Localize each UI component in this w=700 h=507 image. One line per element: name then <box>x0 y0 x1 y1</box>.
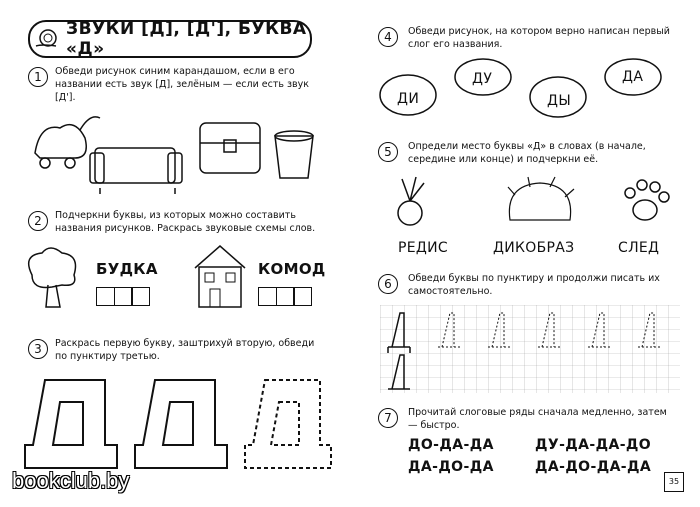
syllable-row-4: ДА-ДО-ДА-ДА <box>535 459 652 475</box>
word-redis: РЕДИС <box>398 240 448 256</box>
letter-d-outline-1[interactable] <box>25 380 117 468</box>
tree-icon <box>22 245 82 310</box>
paw-print-icon <box>625 180 669 220</box>
bucket-icon <box>275 131 313 178</box>
task-5-text: Определи место буквы «Д» в словах (в начале, середине или конце) и подчеркни её. <box>408 141 646 165</box>
task-2-number: 2 <box>28 211 48 231</box>
word-dikobraz: ДИКОБРАЗ <box>493 240 575 256</box>
title-banner <box>28 20 312 58</box>
page-number: 35 <box>664 472 684 492</box>
task-4-number: 4 <box>378 27 398 47</box>
sound-scheme-budka[interactable] <box>96 287 149 306</box>
task-3-text: Раскрась первую букву, заштрихуй вторую, обведи по пунктиру третью. <box>55 338 315 362</box>
task-7-number: 7 <box>378 408 398 428</box>
melon-label-di: ДИ <box>397 91 420 107</box>
watermark: bookclub.by <box>12 468 130 493</box>
radish-icon <box>398 177 424 225</box>
snail-icon <box>34 26 60 50</box>
treasure-chest-icon <box>200 123 260 173</box>
task-4-text: Обведи рисунок, на котором верно написан первый слог его названия. <box>408 26 670 50</box>
task-1-pictures <box>30 108 330 198</box>
house-icon <box>190 243 250 311</box>
letter-d-outline-3[interactable] <box>245 380 331 468</box>
letter-d-outline-2[interactable] <box>135 380 227 468</box>
letter-d-outlines <box>15 370 335 470</box>
syllable-row-1: ДО-ДА-ДА <box>408 437 494 453</box>
sofa-icon <box>90 148 182 194</box>
task-1-text: Обведи рисунок синим карандашом, если в его названии есть звук [Д], зелёным — если есть звук [Д']. <box>55 66 310 103</box>
task-7-text: Прочитай слоговые ряды сначала медленно, затем — быстро. <box>408 407 667 431</box>
word-sled: СЛЕД <box>618 240 660 256</box>
melon-pictures <box>378 55 678 125</box>
melon-label-da: ДА <box>622 69 644 85</box>
syllable-row-2: ДУ-ДА-ДА-ДО <box>535 437 652 453</box>
syllable-row-3: ДА-ДО-ДА <box>408 459 494 475</box>
task-6-number: 6 <box>378 274 398 294</box>
page-title: ЗВУКИ [Д], [Д'], БУКВА «Д» <box>66 19 307 59</box>
word-komod: КОМОД <box>258 260 326 278</box>
task-1-number: 1 <box>28 67 48 87</box>
task-5-pictures <box>390 175 680 230</box>
melon-label-du: ДУ <box>472 71 493 87</box>
task-6-text: Обведи буквы по пунктиру и продолжи писать их самостоятельно. <box>408 273 660 297</box>
task-5-number: 5 <box>378 142 398 162</box>
copybook-grid[interactable] <box>380 305 680 393</box>
porcupine-icon <box>508 177 574 220</box>
melon-label-dy: ДЫ <box>547 93 572 109</box>
word-budka: БУДКА <box>96 260 158 278</box>
task-3-number: 3 <box>28 339 48 359</box>
right-page <box>350 0 700 507</box>
sound-scheme-komod[interactable] <box>258 287 311 306</box>
task-2-text: Подчеркни буквы, из которых можно составить названия рисунков. Раскрась звуковые схемы слов. <box>55 210 316 234</box>
